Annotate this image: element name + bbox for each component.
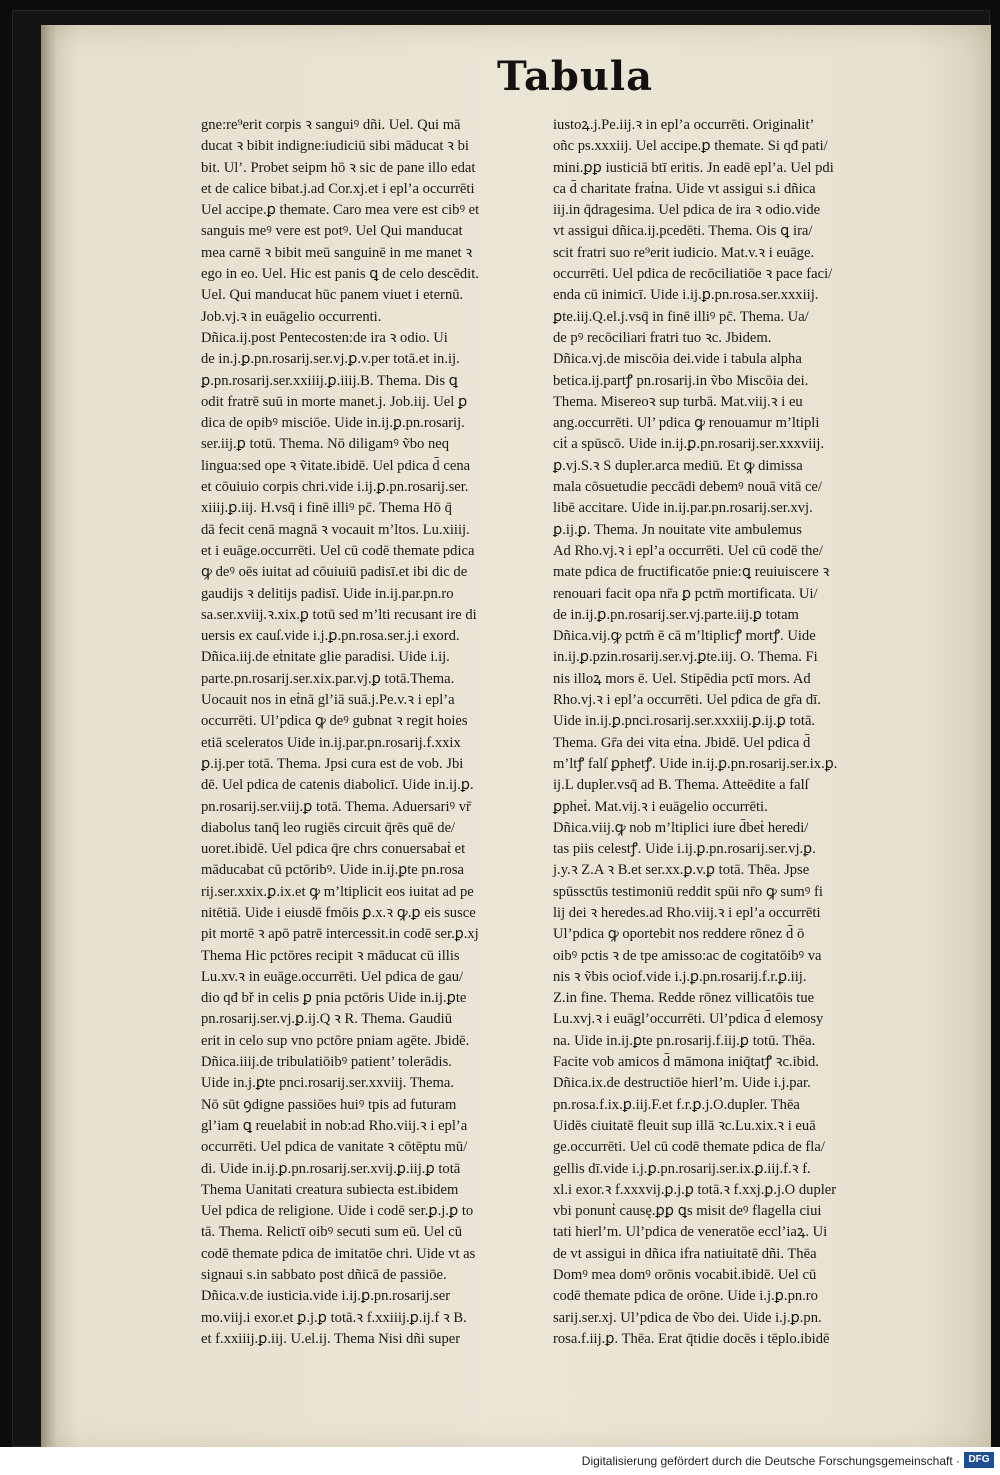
text-column-left: [201, 115, 545, 1350]
funding-credit: Digitalisierung gefördert durch die Deutsche Forschungsgemeinschaft ·: [581, 1454, 960, 1468]
book-page: [41, 25, 991, 1453]
left-column-text: gne:re⁹erit corpis ꝛ sanguiꝰ dñi. Uel. Qui mā ducat ꝛ bibit indigne:iudiciū sibi māducat ꝛ bi bit. Ul’. Probet seipm hō ꝛ sic de pane illo edat et de calice bibat.j.ad Cor.xj.et i epl’a occurrēti Uel accipe.ꝑ themate. Caro mea vere est cibꝰ et sanguis meꝰ vere est potꝰ. Uel Qui manducat mea carnē ꝛ bibit meū sanguinē in me manet ꝛ ego in eo. Uel. Hic est panis ꝗ de celo descēdit. Uel. Qui manducat hūc panem viuet i eternū. Job.vj.ꝛ in euāgelio occurrenti. Dñica.ij.post Pentecosten:de ira ꝛ odio. Ui de in.j.ꝑ.pn.rosarij.ser.vj.ꝑ.v.per totā.et in.ij. ꝑ.pn.rosarij.ser.xxiiij.ꝑ.iiij.B. Thema. Dis ꝗ odit fratrē suū in morte manet.j. Job.iij. Uel ꝑ dica de opibꝰ misciōe. Uide in.ij.ꝑ.pn.rosarij. ser.iij.ꝑ totū. Thema. Nō diligamꝰ ṽbo neq lingua:sed ope ꝛ ṽitate.ibidē. Uel pdica d̄ cena et cōuiuio corpis chri.vide i.ij.ꝑ.pn.rosarij.ser. xiiij.ꝑ.iij. H.vsq̄ i finē illiꝰ pc̄. Thema Hō q̄ dā fecit cenā magnā ꝛ vocauit m’ltos. Lu.xiiij. et i euāge.occurrēti. Uel cū codē themate pdica ꝙ deꝰ oēs iuitat ad cōuiuiū padisī.et ibi dic de gaudijs ꝛ delitijs padisī. Uide in.ij.par.pn.ro sa.ser.xviij.ꝛ.xix.ꝑ totū sed m’lti recusant ire di uersis ex cauſ.vide i.j.ꝑ.pn.rosa.ser.j.i exord. Dñica.iij.de eṫnitate glie paradisi. Uide i.ij. parte.pn.rosarij.ser.xix.par.vj.ꝑ totā.Thema. Uocauit nos in eṫnā gl’iā suā.j.Pe.v.ꝛ i epl’a occurrēti. Ul’pdica ꝙ deꝰ gubnat ꝛ regit hoies etiā sceleratos Uide in.ij.par.pn.rosarij.f.xxix ꝑ.ij.per totā. Thema. Jpsi cura est de vob. Jbi dē. Uel pdica de catenis diabolicī. Uide in.ij.ꝑ. pn.rosarij.ser.viij.ꝑ totā. Thema. Aduersariꝰ vr̄ diabolus tanq̄ leo rugiēs circuit q̄rēs quē de/ uoret.ibidē. Uel pdica q̄re chrs conuersabaṫ et māducabat cū pctōribꝰ. Uide in.ij.ꝑte pn.rosa rij.ser.xxix.ꝑ.ix.et ꝙ m’ltiplicit eos iuitat ad pe nitētiā. Uide i eiusdē fmōis ꝑ.x.ꝛ ꝙ.ꝑ eis susce pit mortē ꝛ apō patrē intercessit.in codē ser.ꝑ.xj Thema Hic pctōres recipit ꝛ māducat cū illis Lu.xv.ꝛ in euāge.occurrēti. Uel pdica de gau/ dio qđ bř in celis ꝑ pnia pctōris Uide in.ij.ꝑte pn.rosarij.ser.vj.ꝑ.ij.Q ꝛ R. Thema. Gaudiū erit in celo sup vno pctōre pniam agēte. Jbidē. Dñica.iiij.de tribulatiōibꝰ patient’ tolerādis. Uide in.j.ꝑte pnci.rosarij.ser.xxviij. Thema. Nō sūt ꝯdigne passiōes huiꝰ tpis ad futuram gl’iam ꝗ reuelabiṫ in nob:ad Rho.viij.ꝛ i epl’a occurrēti. Uel pdica de vanitate ꝛ cōtēptu mū/ di. Uide in.ij.ꝑ.pn.rosarij.ser.xvij.ꝑ.iij.ꝑ totā Thema Uanitati creatura subiecta est.ibidem Uel pdica de religione. Uide i codē ser.ꝑ.j.ꝑ to tā. Thema. Relictī oibꝰ secuti sum eū. Uel cū codē themate pdica de imitatōe chri. Uide vt as signaui s.in sabbato post dñicā de passiōe. Dñica.v.de iusticia.vide i.ij.ꝑ.pn.rosarij.ser mo.viij.i exor.et ꝑ.j.ꝑ totā.ꝛ f.xxiiij.ꝑ.ij.f ꝛ B. et f.xxiiij.ꝑ.iij. U.el.ij. Thema Nisi dñi super: [201, 117, 480, 1347]
text-column-right: [553, 115, 917, 1350]
right-column-text: iustoꝝ.j.Pe.iij.ꝛ in epl’a occurrēti. Originalit’ oñc ps.xxxiij. Uel accipe.ꝑ themate. Si qđ pati/ mini.ꝑꝑ iusticiā btī eritis. Jn eadē epl’a. Uel pdi ca d̄ charitate fraṫna. Uide vt assigui s.i dñica iij.in q̄dragesima. Uel pdica de ira ꝛ odio.vide vt assigui dñica.ij.pcedēti. Thema. Ois ꝗ ira/ scit fratri suo re⁹erit iudicio. Mat.v.ꝛ i euāge. occurrēti. Uel pdica de recōciliatiōe ꝛ pace faci/ enda cū inimicī. Uide i.ij.ꝑ.pn.rosa.ser.xxxiij. ꝑte.iij.Q.el.j.vsq̄ in finē illiꝰ pc̄. Thema. Ua/ de pꝰ recōciliari fratri tuo ꝛc. Jbidem. Dñica.vj.de miscōia dei.vide i tabula alpha betica.ij.partꝭ pn.rosarij.in ṽbo Miscōia dei. Thema. Misereoꝛ sup turbā. Mat.viij.ꝛ i eu ang.occurrēti. Ul’ pdica ꝙ renouamur m’ltipli ciṫ a spūscō. Uide in.ij.ꝑ.pn.rosarij.ser.xxxviij. ꝑ.vj.S.ꝛ S dupler.arca mediū. Et ꝙ dimissa mala cōsuetudie peccādi debemꝰ nouā vitā ce/ libē accitare. Uide in.ij.par.pn.rosarij.ser.xvj. ꝑ.ij.ꝑ. Thema. Jn nouitate vite ambulemus Ad Rho.vj.ꝛ i epl’a occurrēti. Uel cū codē the/ mate pdica de fructificatōe pnie:ꝗ reuiuiscere ꝛ renouari facit opa nr̄a ꝑ pctm̄ mortificata. Ui/ de in.ij.ꝑ.pn.rosarij.ser.vj.parte.iij.ꝑ totam Dñica.vij.ꝙ pctm̄ ē cā m’ltiplicꝭ mortꝭ. Uide in.ij.ꝑ.pzin.rosarij.ser.vj.ꝑte.iij. O. Thema. Fi nis illoꝝ mors ē. Uel. Stipēdia pctī mors. Ad Rho.vj.ꝛ i epl’a occurrēti. Uel pdica de gr̄a dī. Uide in.ij.ꝑ.pnci.rosarij.ser.xxxiij.ꝑ.ij.ꝑ totā. Thema. Gr̄a dei vita eṫna. Jbidē. Uel pdica d̄ m’ltꝭ falſ ꝑphetꝭ. Uide in.ij.ꝑ.pn.rosarij.ser.ix.ꝑ. ij.L dupler.vsq̄ ad B. Thema. Atteēdite a falſ ꝑpheṫ. Mat.vij.ꝛ i euāgelio occurrēti. Dñica.viij.ꝙ nob m’ltiplici iure d̄beṫ heredi/ tas piis celestꝭ. Uide i.ij.ꝑ.pn.rosarij.ser.vj.ꝑ. j.y.ꝛ Z.A ꝛ B.et ser.xx.ꝑ.v.ꝑ totā. Thēa. Jpse spūssctūs testimoniū reddit spūi nr̄o ꝙ sumꝰ fi lij dei ꝛ heredes.ad Rho.viij.ꝛ i epl’a occurrēti Ul’pdica ꝙ oportebit nos reddere rōnez d̄ ō oibꝰ pctis ꝛ de tpe amisso:ac de cogitatōibꝰ va nis ꝛ ṽbis ociof.vide i.j.ꝑ.pn.rosarij.f.r.ꝑ.iij. Z.in fine. Thema. Redde rōnez villicatōis tue Lu.xvj.ꝛ i euāgl’occurrēti. Ul’pdica d̄ elemosy na. Uide in.ij.ꝑte pn.rosarij.f.iij.ꝑ totū. Thēa. Facite vob amicos d̄ māmona iniq̄tatꝭ ꝛc.ibid. Dñica.ix.de destructiōe hierl’m. Uide i.j.par. pn.rosa.f.ix.ꝑ.iij.F.et f.r.ꝑ.j.O.dupler. Thēa Uidēs ciuitatē fleuit sup illā ꝛc.Lu.xix.ꝛ i euā ge.occurrēti. Uel cū codē themate pdica de fla/ gellis dī.vide i.j.ꝑ.pn.rosarij.ser.ix.ꝑ.iij.f.ꝛ f. xl.i exor.ꝛ f.xxxvij.ꝑ.j.ꝑ totā.ꝛ f.xxj.ꝑ.j.O dupler vbi ponunṫ causę.ꝑꝑ ꝗs misit deꝰ flagella ciui tati hierl’m. Ul’pdica de veneratōe eccl’iaꝝ. Ui de vt assigui in dñica ifra natiuitatē dñi. Thēa Domꝰ mea domꝰ orōnis vocabiṫ.ibidē. Uel cū codē themate pdica de orōne. Uide i.j.ꝑ.pn.ro sarij.ser.xj. Ul’pdica de ṽbo dei. Uide i.j.ꝑ.pn. rosa.f.iij.ꝑ. Thēa. Erat q̄tidie docēs i tēplo.ibidē: [553, 117, 838, 1347]
scan-frame: [12, 10, 990, 1447]
dfg-logo-icon: DFG: [964, 1452, 994, 1468]
page-gutter-shadow: [41, 25, 57, 1453]
running-title: Tabula: [497, 53, 654, 100]
footer-bar: [0, 1447, 1000, 1475]
